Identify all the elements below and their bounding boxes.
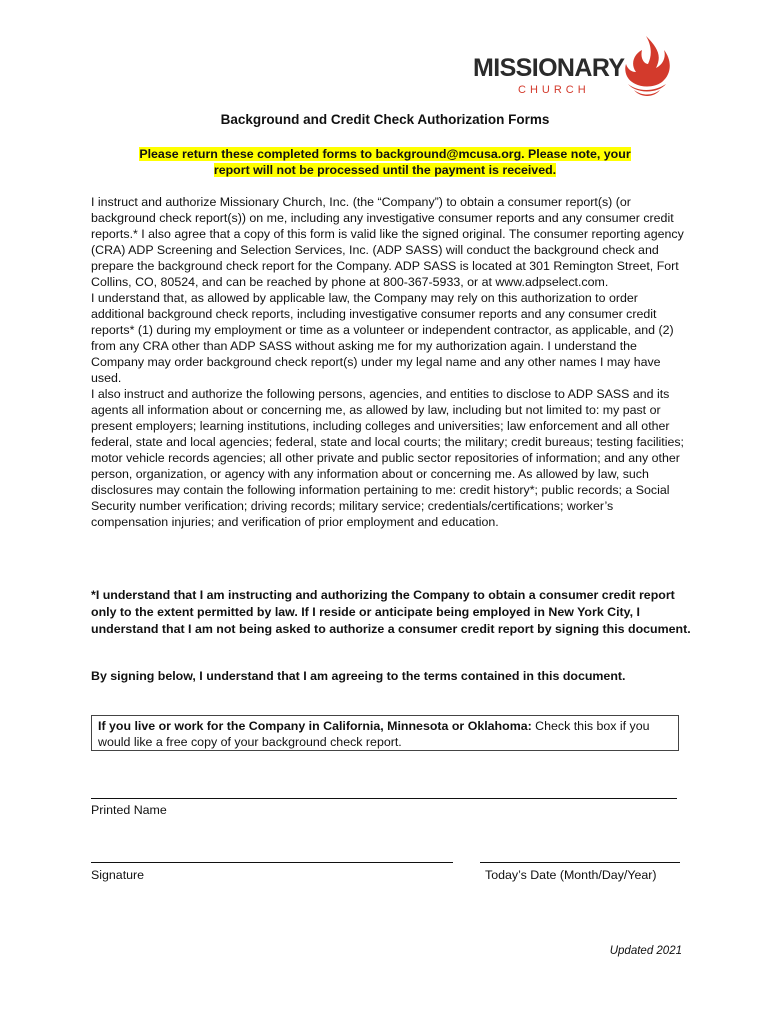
free-copy-instruction: Check this box if you would like a free copy of your background check report. (98, 719, 650, 749)
signature-line[interactable] (91, 862, 453, 863)
notice-line-2: report will not be processed until the payment is received. (213, 163, 557, 177)
logo-wordmark: MISSIONARY (473, 54, 625, 82)
logo-subtitle: CHURCH (518, 84, 590, 96)
free-copy-box[interactable] (91, 715, 679, 751)
authorization-paragraph-1: I instruct and authorize Missionary Church, Inc. (the “Company”) to obtain a consumer report(s) (or background check report(s)) on me, including any investigative consumer reports and any consumer credit reports.* I also agree that a copy of this form is valid like the signed original. The consumer reporting agency (CRA) ADP Screening and Selection Services, Inc. (ADP SASS) will conduct the background check and prepare the background check report for the Company. ADP SASS is located at 301 Remington Street, Fort Collins, CO, 80524, and can be reached by phone at 800-367-5933, or at www.adpselect.com. (91, 195, 684, 289)
authorization-text (91, 194, 691, 530)
flame-icon (618, 34, 674, 100)
free-copy-states: If you live or work for the Company in California, Minnesota or Oklahoma: (98, 719, 532, 733)
credit-report-note: *I understand that I am instructing and authorizing the Company to obtain a consumer credit report only to the extent permitted by law. If I reside or anticipate being employed in New York City, I understand that I am not being asked to authorize a consumer credit report by signing this document. (91, 588, 691, 636)
notice-line-1: Please return these completed forms to background@mcusa.org. Please note, your (139, 147, 631, 161)
date-label: Today’s Date (Month/Day/Year) (485, 868, 657, 882)
page-title: Background and Credit Check Authorization Forms (220, 112, 550, 127)
date-line[interactable] (480, 862, 680, 863)
signature-label: Signature (91, 868, 145, 882)
authorization-paragraph-2: I understand that, as allowed by applicable law, the Company may rely on this authorization to order additional background check reports, including investigative consumer reports and any consumer credit reports* (1) during my employment or time as a volunteer or independent contractor, as applicable, and (2) from any CRA other than ADP SASS without asking me for my authorization again. I understand the Company may order background check report(s) under my legal name and any other names I may have used. (91, 291, 674, 385)
updated-footer: Updated 2021 (609, 945, 682, 957)
missionary-church-logo (470, 34, 686, 98)
authorization-paragraph-3: I also instruct and authorize the following persons, agencies, and entities to disclose to ADP SASS and its agents all information about or concerning me, as allowed by law, including but not limited to: my past or present employers; learning institutions, including colleges and universities; law enforcement and all other federal, state and local agencies; federal, state and local courts; the military; credit bureaus; testing facilities; motor vehicle records agencies; all other private and public sector repositories of information; and any other person, organization, or agency with any information about or concerning me. As allowed by law, such disclosures may contain the following information pertaining to me: credit history*; public records; a Social Security number verification; driving records; military service; credentials/certifications; worker’s compensation injuries; and verification of prior employment and education. (91, 387, 684, 529)
printed-name-line[interactable] (91, 798, 677, 799)
signing-agreement: By signing below, I understand that I am agreeing to the terms contained in this document. (91, 669, 626, 683)
printed-name-label: Printed Name (91, 803, 167, 817)
free-copy-text (98, 718, 674, 750)
payment-notice (100, 146, 670, 178)
